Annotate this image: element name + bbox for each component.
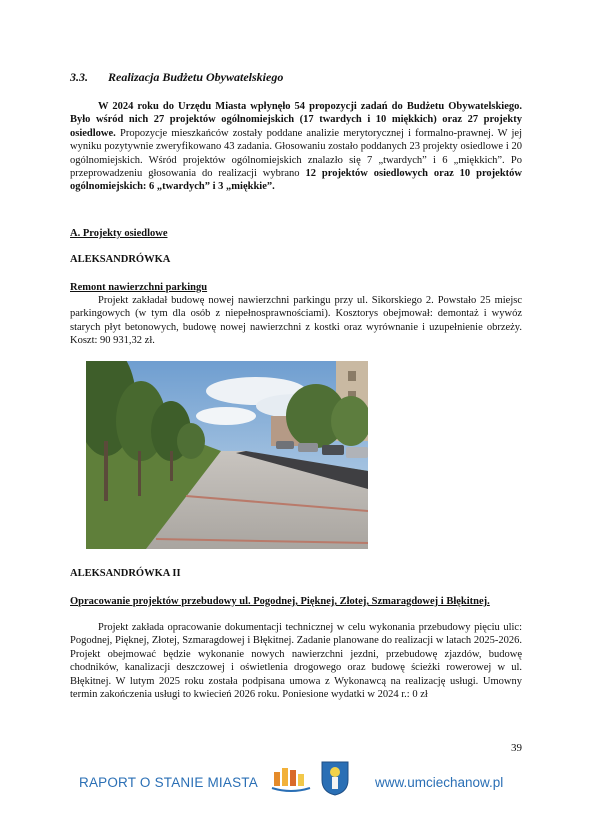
city-logo-icon: [268, 762, 314, 796]
intro-normal-1: Propozycje mieszkańców zostały poddane analizie merytorycznej i formalno-prawnej. W jej wyniku pozytywnie zweryfikowano 43 zadania. Głosowaniu zostało poddanych 23 projekty osiedlowe i 20 ogólnomiejskich. Wśród projektów ogólnomiejskich znalazło się 7 „twardych” i 6 „miękkich”. Po przeprowadzeniu głosowania do realizacji wybrano: [70, 127, 522, 180]
subsection-a-heading: A. Projekty osiedlowe: [70, 228, 168, 239]
project-streets-title: Opracowanie projektów przebudowy ul. Pogodnej, Pięknej, Złotej, Szmaragdowej i Błękitnej.: [70, 596, 490, 607]
intro-paragraph: [70, 100, 522, 194]
parking-lot-photo-drawing: [86, 361, 368, 549]
intro-bold-2: 12 projektów osiedlowych oraz 10 projektów ogólnomiejskich: 6 „twardych” i 3 „miękkie”.: [70, 168, 522, 193]
ciechanow-city-logo: [268, 762, 314, 796]
project-parking-title: Remont nawierzchni parkingu: [70, 282, 208, 293]
coat-of-arms-icon: [320, 760, 350, 796]
section-heading: [70, 71, 283, 84]
section-title: Realizacja Budżetu Obywatelskiego: [108, 70, 284, 84]
crest-shape-icon: [320, 760, 350, 796]
project-streets-text: Projekt zakłada opracowanie dokumentacji technicznej w celu wykonania przebudowy pięciu ulic: Pogodnej, Pięknej, Złotej, Szmaragdowej i Błękitnej. Zadanie planowane do realizacji w latach 2025-2026. Projekt obejmować będzie wykonanie nowych nawierzchni jezdni, przebudowę zjazdów, budowę chodników, kanalizacji deszczowej i oświetlenia drogowego oraz budowę ścieżki rowerowej w ul. Błękitnej. W lutym 2025 roku została podpisana umowa z Wykonawcą na realizację usługi. Umowny termin zakończenia usługi to kwiecień 2026 roku. Poniesione wydatki w 2024 r.: 0 zł: [70, 622, 522, 701]
project-parking-description: [70, 294, 522, 348]
project-streets-description: [70, 621, 522, 701]
section-number: 3.3.: [70, 70, 88, 84]
footer-report-title: RAPORT O STANIE MIASTA: [79, 775, 258, 790]
footer-website-link[interactable]: www.umciechanow.pl: [375, 775, 504, 790]
intro-bold-1: W 2024 roku do Urzędu Miasta wpłynęło 54 propozycji zadań do Budżetu Obywatelskiego. Było wśród nich 27 projektów ogólnomiejskich (17 twardych i 10 miękkich) oraz 27 projekty osiedlowe.: [70, 101, 522, 139]
parking-lot-photo: [86, 361, 368, 549]
page-number: 39: [511, 742, 522, 754]
district-aleksandrowka-heading: ALEKSANDRÓWKA: [70, 254, 171, 265]
project-parking-text: Projekt zakładał budowę nowej nawierzchni parkingu przy ul. Sikorskiego 2. Powstało 25 miejsc parkingowych (w tym dla osób z niepełnosprawnościami). Kosztorys obejmował: demontaż i wywóz starych płyt betonowych, budowę nowej nawierzchni z kostki oraz wyrównanie i uzupełnienie obrzeży. Koszt: 90 931,32 zł.: [70, 295, 522, 347]
district-aleksandrowka-ii-heading: ALEKSANDRÓWKA II: [70, 568, 181, 579]
